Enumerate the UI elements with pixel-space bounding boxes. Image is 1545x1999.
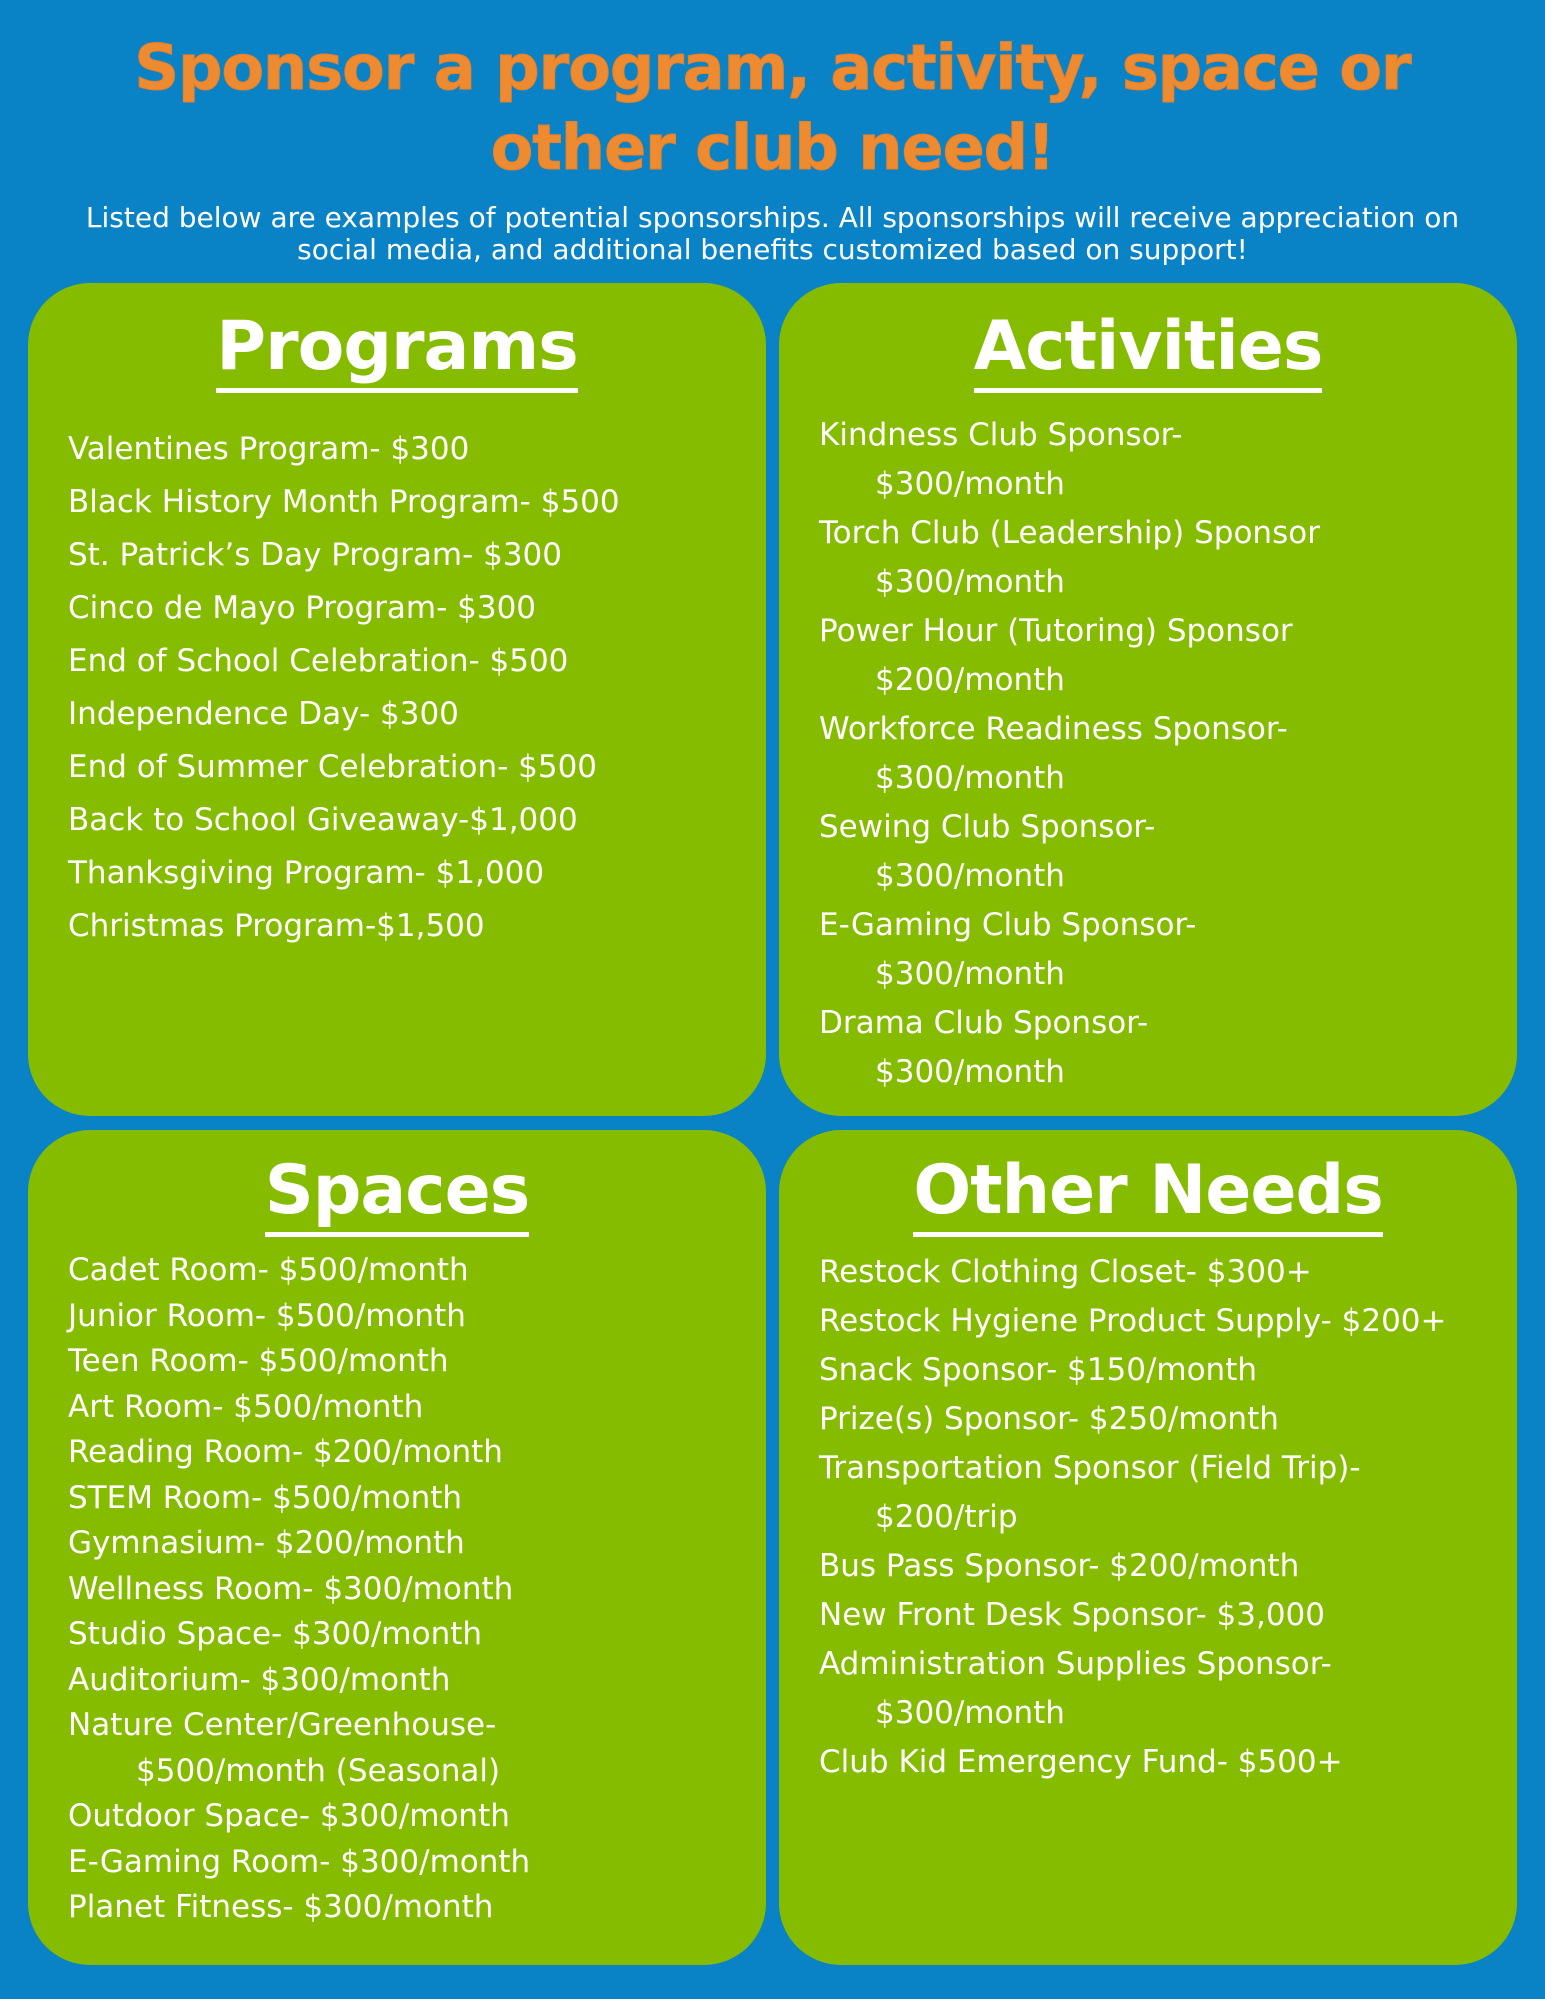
space-item: Planet Fitness- $300/month bbox=[68, 1889, 494, 1925]
space-item: Studio Space- $300/month bbox=[68, 1616, 483, 1652]
space-item: Wellness Room- $300/month bbox=[68, 1570, 514, 1607]
other-needs-card bbox=[779, 1130, 1517, 1965]
other-need-item: Prize(s) Sponsor- $250/month bbox=[819, 1401, 1279, 1437]
space-item: Outdoor Space- $300/month bbox=[68, 1798, 510, 1834]
page-subtitle: Listed below are examples of potential sponsorships. All sponsorships will receive appreciation on social media, and additional benefits customized based on support! bbox=[85, 201, 1460, 266]
page-title: Sponsor a program, activity, space or other club need! bbox=[134, 31, 1411, 184]
other-needs-heading bbox=[779, 1152, 1517, 1237]
program-item: Black History Month Program- $500 bbox=[68, 484, 620, 520]
space-item: Reading Room- $200/month bbox=[68, 1434, 503, 1470]
program-item: Thanksgiving Program- $1,000 bbox=[68, 855, 545, 891]
spaces-card bbox=[28, 1130, 766, 1965]
space-item: Art Room- $500/month bbox=[68, 1388, 424, 1425]
other-need-item: Club Kid Emergency Fund- $500+ bbox=[819, 1744, 1343, 1780]
program-item: Back to School Giveaway-$1,000 bbox=[68, 802, 578, 838]
other-need-item: Administration Supplies Sponsor- bbox=[819, 1646, 1332, 1682]
program-item: St. Patrick’s Day Program- $300 bbox=[68, 537, 563, 573]
space-item: Junior Room- $500/month bbox=[68, 1297, 466, 1334]
spaces-heading-text: Spaces bbox=[265, 1152, 529, 1237]
activity-item bbox=[819, 705, 1497, 803]
space-item: Cadet Room- $500/month bbox=[68, 1252, 469, 1288]
other-need-item: Bus Pass Sponsor- $200/month bbox=[819, 1548, 1300, 1584]
activity-price: $300/month bbox=[875, 858, 1065, 894]
spaces-heading bbox=[28, 1152, 766, 1237]
activity-name: Sewing Club Sponsor- bbox=[819, 809, 1156, 845]
space-item: STEM Room- $500/month bbox=[68, 1479, 463, 1516]
space-item-continuation: $500/month (Seasonal) bbox=[136, 1752, 501, 1789]
header bbox=[0, 28, 1545, 266]
program-item: End of Summer Celebration- $500 bbox=[68, 749, 598, 785]
activity-item bbox=[819, 803, 1497, 901]
activities-list bbox=[819, 411, 1497, 1097]
program-item: Christmas Program-$1,500 bbox=[68, 908, 485, 944]
activity-item bbox=[819, 411, 1497, 509]
activity-price: $300/month bbox=[875, 1054, 1065, 1090]
activity-name: Workforce Readiness Sponsor- bbox=[819, 711, 1288, 747]
activity-price: $300/month bbox=[875, 466, 1065, 502]
other-need-item: New Front Desk Sponsor- $3,000 bbox=[819, 1597, 1325, 1633]
space-item: Gymnasium- $200/month bbox=[68, 1525, 465, 1561]
activity-name: Kindness Club Sponsor- bbox=[819, 417, 1183, 453]
activity-price: $300/month bbox=[875, 760, 1065, 796]
activities-heading-text: Activities bbox=[974, 308, 1323, 393]
activity-price: $200/month bbox=[875, 662, 1065, 698]
other-need-item-continuation: $300/month bbox=[875, 1695, 1065, 1731]
activities-card bbox=[779, 283, 1517, 1116]
activity-item bbox=[819, 999, 1497, 1097]
activity-item bbox=[819, 607, 1497, 705]
space-item: Teen Room- $500/month bbox=[68, 1343, 449, 1379]
spaces-list bbox=[68, 1248, 746, 1931]
program-item: End of School Celebration- $500 bbox=[68, 643, 569, 679]
activities-heading bbox=[779, 308, 1517, 393]
programs-card bbox=[28, 283, 766, 1116]
activity-price: $300/month bbox=[875, 956, 1065, 992]
activity-name: Drama Club Sponsor- bbox=[819, 1005, 1149, 1041]
program-item: Cinco de Mayo Program- $300 bbox=[68, 590, 537, 626]
programs-heading-text: Programs bbox=[216, 308, 578, 393]
other-need-item: Transportation Sponsor (Field Trip)- bbox=[819, 1450, 1361, 1486]
space-item: Auditorium- $300/month bbox=[68, 1661, 451, 1698]
programs-list bbox=[68, 423, 746, 953]
activity-item bbox=[819, 509, 1497, 607]
space-item: E-Gaming Room- $300/month bbox=[68, 1843, 531, 1880]
program-item: Valentines Program- $300 bbox=[68, 431, 470, 467]
other-need-item: Snack Sponsor- $150/month bbox=[819, 1352, 1258, 1388]
program-item: Independence Day- $300 bbox=[68, 696, 459, 732]
other-needs-heading-text: Other Needs bbox=[913, 1152, 1382, 1237]
other-need-item: Restock Hygiene Product Supply- $200+ bbox=[819, 1303, 1447, 1339]
space-item: Nature Center/Greenhouse- bbox=[68, 1707, 497, 1743]
other-need-item: Restock Clothing Closet- $300+ bbox=[819, 1254, 1312, 1290]
programs-heading bbox=[28, 308, 766, 393]
activity-name: Torch Club (Leadership) Sponsor bbox=[819, 515, 1320, 551]
other-needs-list bbox=[819, 1248, 1497, 1787]
activity-name: Power Hour (Tutoring) Sponsor bbox=[819, 613, 1293, 649]
activity-price: $300/month bbox=[875, 564, 1065, 600]
activity-name: E-Gaming Club Sponsor- bbox=[819, 907, 1197, 943]
activity-item bbox=[819, 901, 1497, 999]
other-need-item-continuation: $200/trip bbox=[875, 1499, 1018, 1535]
